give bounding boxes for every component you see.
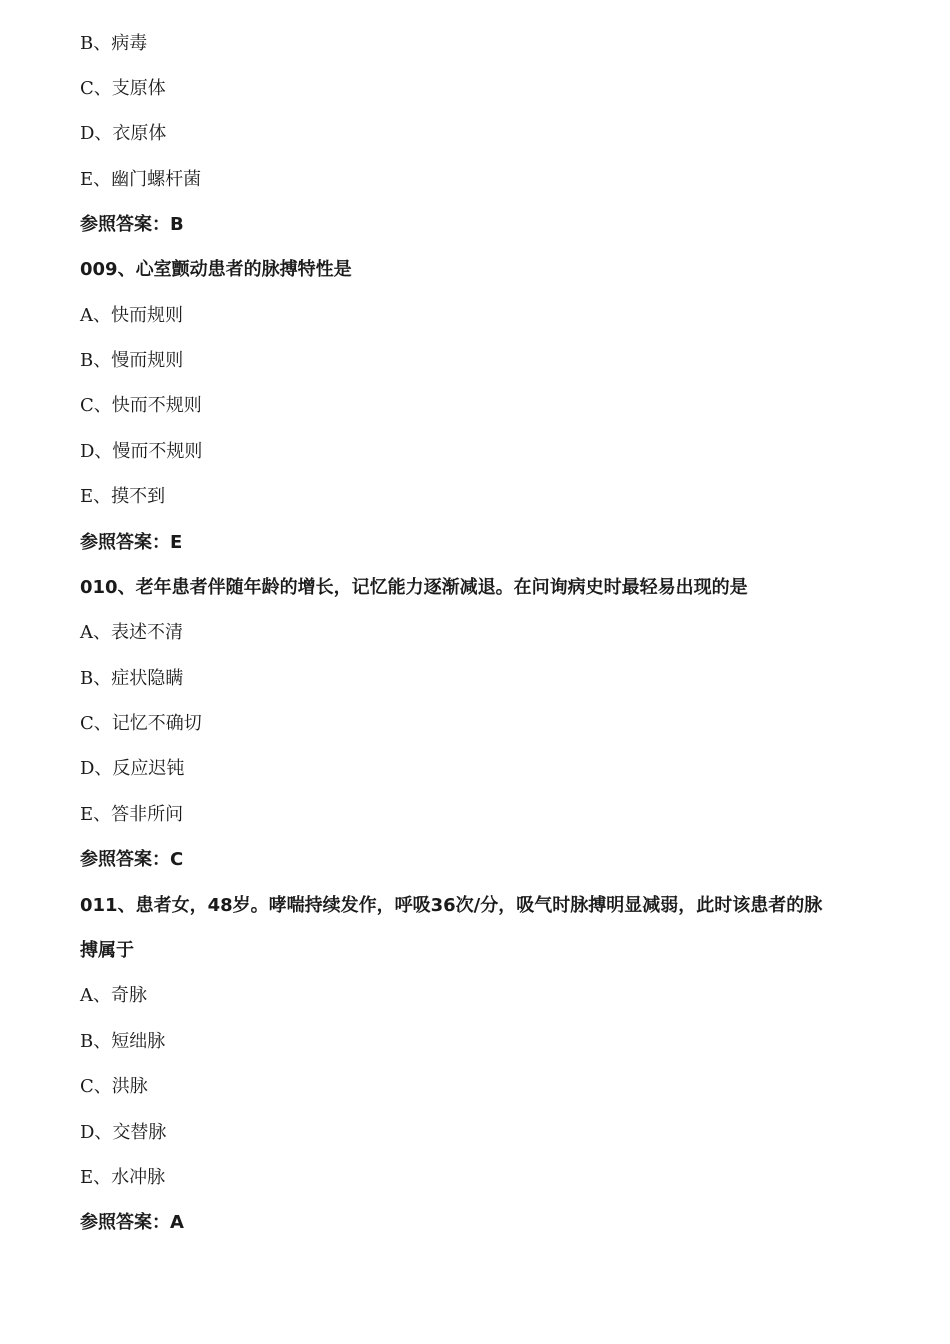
option-line: A、表述不清 — [80, 622, 183, 643]
option-line: B、病毒 — [80, 33, 148, 54]
option-line: D、交替脉 — [80, 1122, 167, 1143]
option-line: A、奇脉 — [80, 985, 147, 1006]
option-line: C、记忆不确切 — [80, 713, 202, 734]
question-line-continued: 搏属于 — [80, 940, 134, 961]
option-line: D、慢而不规则 — [80, 441, 203, 462]
option-line: B、症状隐瞒 — [80, 668, 184, 689]
option-line: D、反应迟钝 — [80, 758, 185, 779]
question-line: 011、患者女，48岁。哮喘持续发作，呼吸36次/分，吸气时脉搏明显减弱，此时该患者的脉 — [80, 895, 823, 916]
option-line: C、洪脉 — [80, 1076, 148, 1097]
option-line: A、快而规则 — [80, 305, 183, 326]
question-line: 010、老年患者伴随年龄的增长，记忆能力逐渐减退。在问询病史时最轻易出现的是 — [80, 577, 748, 598]
answer-line: 参照答案：C — [80, 849, 184, 870]
option-line: E、幽门螺杆菌 — [80, 169, 202, 190]
question-line: 009、心室颤动患者的脉搏特性是 — [80, 259, 352, 280]
option-line: D、衣原体 — [80, 123, 167, 144]
answer-line: 参照答案：B — [80, 214, 184, 235]
answer-line: 参照答案：E — [80, 532, 183, 553]
option-line: C、快而不规则 — [80, 395, 202, 416]
option-line: E、水冲脉 — [80, 1167, 166, 1188]
answer-line: 参照答案：A — [80, 1212, 184, 1233]
option-line: B、短绌脉 — [80, 1031, 166, 1052]
option-line: C、支原体 — [80, 78, 166, 99]
option-line: E、答非所问 — [80, 804, 184, 825]
option-line: E、摸不到 — [80, 486, 166, 507]
option-line: B、慢而规则 — [80, 350, 184, 371]
